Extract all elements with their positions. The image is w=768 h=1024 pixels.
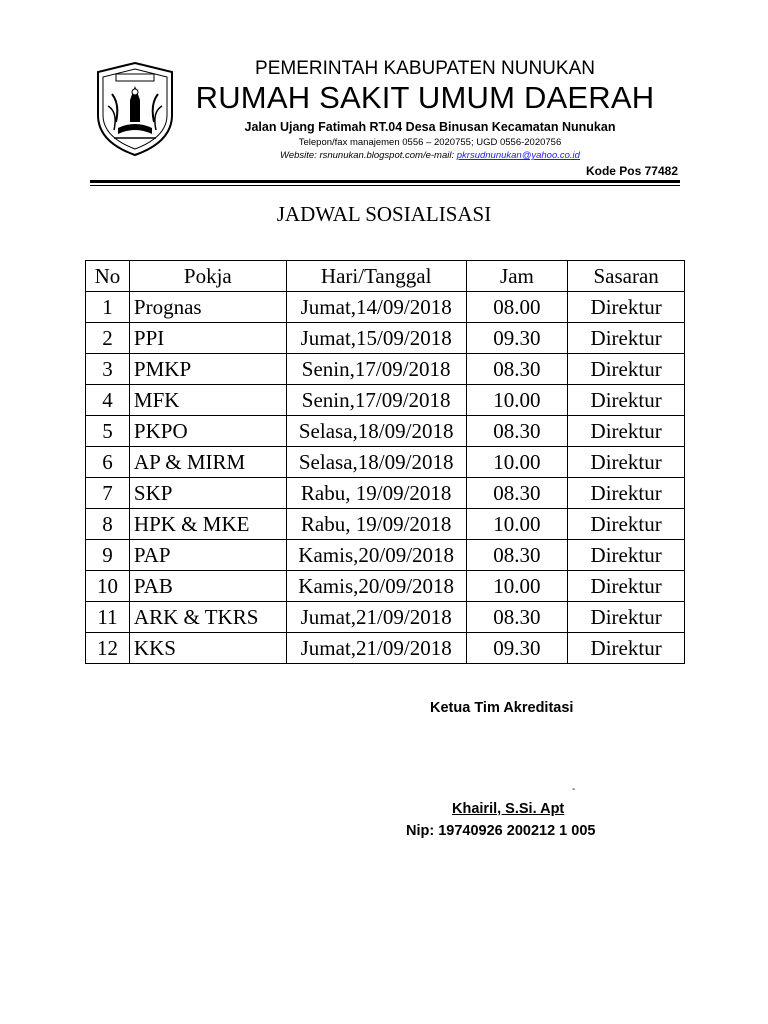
cell-target: Direktur — [568, 385, 685, 416]
header-divider-thin — [90, 185, 680, 186]
cell-time: 09.30 — [466, 633, 568, 664]
cell-pokja: KKS — [129, 633, 286, 664]
table-row — [86, 602, 685, 633]
cell-no: 5 — [86, 416, 130, 447]
cell-date: Jumat,14/09/2018 — [286, 292, 466, 323]
header-no: No — [86, 261, 130, 292]
cell-time: 08.30 — [466, 354, 568, 385]
cell-date: Senin,17/09/2018 — [286, 385, 466, 416]
cell-time: 10.00 — [466, 571, 568, 602]
cell-date: Kamis,20/09/2018 — [286, 540, 466, 571]
table-row — [86, 633, 685, 664]
cell-target: Direktur — [568, 509, 685, 540]
cell-date: Senin,17/09/2018 — [286, 354, 466, 385]
cell-target: Direktur — [568, 354, 685, 385]
table-row — [86, 509, 685, 540]
signatory-nip: Nip: 19740926 200212 1 005 — [406, 823, 596, 839]
cell-no: 1 — [86, 292, 130, 323]
cell-date: Kamis,20/09/2018 — [286, 571, 466, 602]
cell-date: Rabu, 19/09/2018 — [286, 478, 466, 509]
regional-coat-of-arms-icon — [92, 60, 178, 158]
header-divider-thick — [90, 180, 680, 183]
cell-no: 7 — [86, 478, 130, 509]
cell-pokja: ARK & TKRS — [129, 602, 286, 633]
cell-no: 10 — [86, 571, 130, 602]
cell-target: Direktur — [568, 633, 685, 664]
cell-pokja: PKPO — [129, 416, 286, 447]
cell-no: 6 — [86, 447, 130, 478]
cell-no: 11 — [86, 602, 130, 633]
cell-no: 2 — [86, 323, 130, 354]
cell-pokja: PAP — [129, 540, 286, 571]
signatory-name: Khairil, S.Si. Apt — [452, 801, 565, 817]
contact-line — [190, 150, 670, 161]
cell-no: 9 — [86, 540, 130, 571]
cell-target: Direktur — [568, 447, 685, 478]
cell-time: 10.00 — [466, 447, 568, 478]
cell-time: 09.30 — [466, 323, 568, 354]
table-row — [86, 354, 685, 385]
website-text: Website: rsnunukan.blogspot.com/e-mail: — [280, 150, 457, 161]
cell-target: Direktur — [568, 571, 685, 602]
cell-time: 08.30 — [466, 478, 568, 509]
postal-code: Kode Pos 77482 — [585, 164, 678, 178]
cell-target: Direktur — [568, 323, 685, 354]
cell-time: 10.00 — [466, 385, 568, 416]
cell-target: Direktur — [568, 478, 685, 509]
hospital-name: RUMAH SAKIT UMUM DAERAH — [195, 80, 655, 115]
table-header-row — [86, 261, 685, 292]
cell-time: 08.30 — [466, 540, 568, 571]
cell-no: 3 — [86, 354, 130, 385]
address-line: Jalan Ujang Fatimah RT.04 Desa Binusan Kecamatan Nunukan — [244, 120, 616, 134]
cell-date: Selasa,18/09/2018 — [286, 416, 466, 447]
cell-target: Direktur — [568, 602, 685, 633]
table-row — [86, 323, 685, 354]
header-date: Hari/Tanggal — [286, 261, 466, 292]
cell-pokja: Prognas — [129, 292, 286, 323]
cell-time: 10.00 — [466, 509, 568, 540]
cell-pokja: AP & MIRM — [129, 447, 286, 478]
cell-pokja: PPI — [129, 323, 286, 354]
cell-pokja: PAB — [129, 571, 286, 602]
cell-no: 4 — [86, 385, 130, 416]
government-header: PEMERINTAH KABUPATEN NUNUKAN — [255, 58, 595, 79]
table-row — [86, 540, 685, 571]
page-title: JADWAL SOSIALISASI — [276, 202, 492, 226]
cell-time: 08.30 — [466, 602, 568, 633]
header-pokja: Pokja — [129, 261, 286, 292]
cell-target: Direktur — [568, 292, 685, 323]
cell-date: Jumat,15/09/2018 — [286, 323, 466, 354]
cell-target: Direktur — [568, 416, 685, 447]
cell-date: Rabu, 19/09/2018 — [286, 509, 466, 540]
signature-mark: - — [572, 784, 576, 795]
header-target: Sasaran — [568, 261, 685, 292]
cell-date: Selasa,18/09/2018 — [286, 447, 466, 478]
cell-time: 08.30 — [466, 416, 568, 447]
schedule-table — [85, 260, 685, 664]
cell-no: 12 — [86, 633, 130, 664]
table-row — [86, 416, 685, 447]
table-row — [86, 385, 685, 416]
table-row — [86, 571, 685, 602]
header-time: Jam — [466, 261, 568, 292]
cell-time: 08.00 — [466, 292, 568, 323]
cell-no: 8 — [86, 509, 130, 540]
table-row — [86, 478, 685, 509]
phone-line: Telepon/fax manajemen 0556 – 2020755; UGD 0556-2020756 — [298, 137, 562, 148]
cell-pokja: PMKP — [129, 354, 286, 385]
cell-pokja: HPK & MKE — [129, 509, 286, 540]
cell-target: Direktur — [568, 540, 685, 571]
email-link[interactable]: pkrsudnunukan@yahoo.co.id — [456, 150, 580, 161]
cell-pokja: MFK — [129, 385, 286, 416]
cell-pokja: SKP — [129, 478, 286, 509]
table-row — [86, 447, 685, 478]
table-row — [86, 292, 685, 323]
signatory-role: Ketua Tim Akreditasi — [430, 700, 574, 716]
cell-date: Jumat,21/09/2018 — [286, 602, 466, 633]
cell-date: Jumat,21/09/2018 — [286, 633, 466, 664]
